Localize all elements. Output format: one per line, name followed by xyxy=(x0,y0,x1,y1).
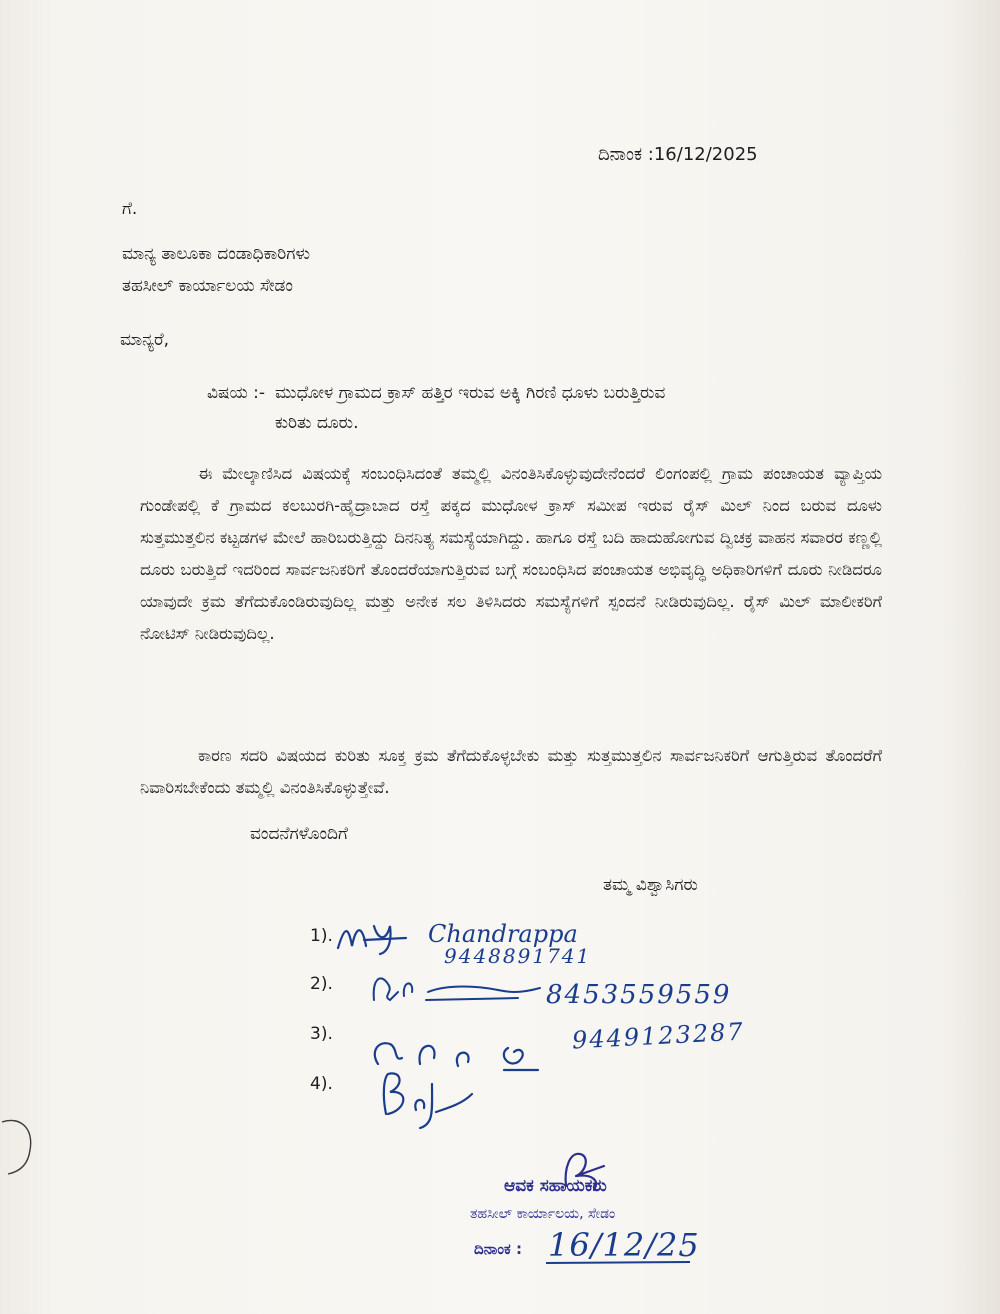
stamp-title: ಆವಕ ಸಹಾಯಕರು xyxy=(504,1176,607,1196)
signatory-number-2: 2). xyxy=(310,974,333,994)
stamp-office: ತಹಸೀಲ್ ಕಾರ್ಯಾಲಯ, ಸೇಡಂ xyxy=(470,1206,616,1222)
recipient-to: ಗೆ. xyxy=(122,199,138,219)
signature-4 xyxy=(376,1064,486,1134)
subject-block xyxy=(207,378,847,438)
signatory-phone-2: 8453559559 xyxy=(546,980,732,1010)
recipient-line-2: ತಹಸೀಲ್ ಕಾರ್ಯಾಲಯ ಸೇಡಂ xyxy=(122,276,293,296)
signatory-number-1: 1). xyxy=(310,926,333,946)
signatory-number-3: 3). xyxy=(310,1024,333,1044)
recipient-line-1: ಮಾನ್ಯ ತಾಲೂಕಾ ದಂಡಾಧಿಕಾರಿಗಳು xyxy=(122,244,311,264)
signatory-name-1: Chandrappa xyxy=(428,920,578,948)
signatory-phone-3: 9449123287 xyxy=(571,1017,746,1055)
signature-1 xyxy=(334,918,434,958)
subject-line-1: ಮುಧೋಳ ಗ್ರಾಮದ ಕ್ರಾಸ್ ಹತ್ತಿರ ಇರುವ ಅಕ್ಕಿ ಗಿರಣಿ ಧೂಳು ಬರುತ್ತಿರುವ xyxy=(275,383,666,403)
signatory-number-4: 4). xyxy=(310,1074,333,1094)
stamp-date-value: 16/12/25 xyxy=(548,1226,700,1264)
stamp-date-underline xyxy=(544,1258,694,1268)
subject-line-2: ಕುರಿತು ದೂರು. xyxy=(275,413,359,433)
closing-greeting: ವಂದನೆಗಳೊಂದಿಗೆ xyxy=(250,824,348,844)
body-paragraph-2: ಕಾರಣ ಸದರಿ ವಿಷಯದ ಕುರಿತು ಸೂಕ್ತ ಕ್ರಮ ತೆಗೆದುಕೊಳ್ಳಬೇಕು ಮತ್ತು ಸುತ್ತಮುತ್ತಲಿನ ಸಾರ್ವಜನಿಕರಿಗೆ ಆಗುತ್ತಿರುವ ತೊಂದರೆಗೆ ನಿವಾರಿಸಬೇಕೆಂದು ತಮ್ಮಲ್ಲಿ ವಿನಂತಿಸಿಕೊಳ್ಳುತ್ತೇವೆ. xyxy=(140,746,882,797)
letter-date: ದಿನಾಂಕ :16/12/2025 xyxy=(598,144,758,165)
body-paragraph-1: ಈ ಮೇಲ್ಕಾಣಿಸಿದ ವಿಷಯಕ್ಕೆ ಸಂಬಂಧಿಸಿದಂತೆ ತಮ್ಮಲ್ಲಿ ವಿನಂತಿಸಿಕೊಳ್ಳುವುದೇನೆಂದರೆ ಲಿಂಗಂಪಲ್ಲಿ ಗ್ರಾಮ ಪಂಚಾಯತ ವ್ಯಾಪ್ತಿಯ ಗುಂಡೇಪಲ್ಲಿ ಕೆ ಗ್ರಾಮದ ಕಲಬುರಗಿ-ಹೈದ್ರಾಬಾದ ರಸ್ತೆ ಪಕ್ಕದ ಮುಧೋಳ ಕ್ರಾಸ್ ಸಮೀಪ ಇರುವ ರೈಸ್ ಮಿಲ್ ನಿಂದ ಬರುವ ದೂಳು ಸುತ್ತಮುತ್ತಲಿನ ಕಟ್ಟಡಗಳ ಮೇಲೆ ಹಾರಿಬರುತ್ತಿದ್ದು ದಿನನಿತ್ಯ ಸಮಸ್ಯೆಯಾಗಿದ್ದು. ಹಾಗೂ ರಸ್ತೆ ಬದಿ ಹಾದುಹೋಗುವ ದ್ವಿಚಕ್ರ ವಾಹನ ಸವಾರರ ಕಣ್ಣಲ್ಲಿ ದೂರು ಬರುತ್ತಿದೆ ಇದರಿಂದ ಸಾರ್ವಜನಿಕರಿಗೆ ತೊಂದರೆಯಾಗುತ್ತಿರುವ ಬಗ್ಗೆ ಸಂಬಂಧಿಸಿದ ಪಂಚಾಯತ ಅಭಿವೃದ್ಧಿ ಅಧಿಕಾರಿಗಳಿಗೆ ದೂರು ನೀಡಿದರೂ ಯಾವುದೇ ಕ್ರಮ ತೆಗೆದುಕೊಂಡಿರುವುದಿಲ್ಲ ಮತ್ತು ಅನೇಕ ಸಲ ತಿಳಿಸಿದರು ಸಮಸ್ಯೆಗಳಿಗೆ ಸ್ಪಂದನೆ ನೀಡಿರುವುದಿಲ್ಲ. ರೈಸ್ ಮಿಲ್ ಮಾಲೀಕರಿಗೆ ನೋಟಿಸ್ ನೀಡಿರುವುದಿಲ್ಲ. xyxy=(140,464,882,643)
margin-mark xyxy=(0,1110,44,1180)
yours-faithfully: ತಮ್ಮ ವಿಶ್ವಾಸಿಗರು xyxy=(603,875,698,895)
signatory-phone-1: 9448891741 xyxy=(444,944,592,968)
signature-2 xyxy=(368,966,548,1010)
stamp-date-label: ದಿನಾಂಕ : xyxy=(474,1240,522,1258)
salutation: ಮಾನ್ಯರೆ, xyxy=(120,330,170,350)
subject-label: ವಿಷಯ :- xyxy=(207,383,265,403)
